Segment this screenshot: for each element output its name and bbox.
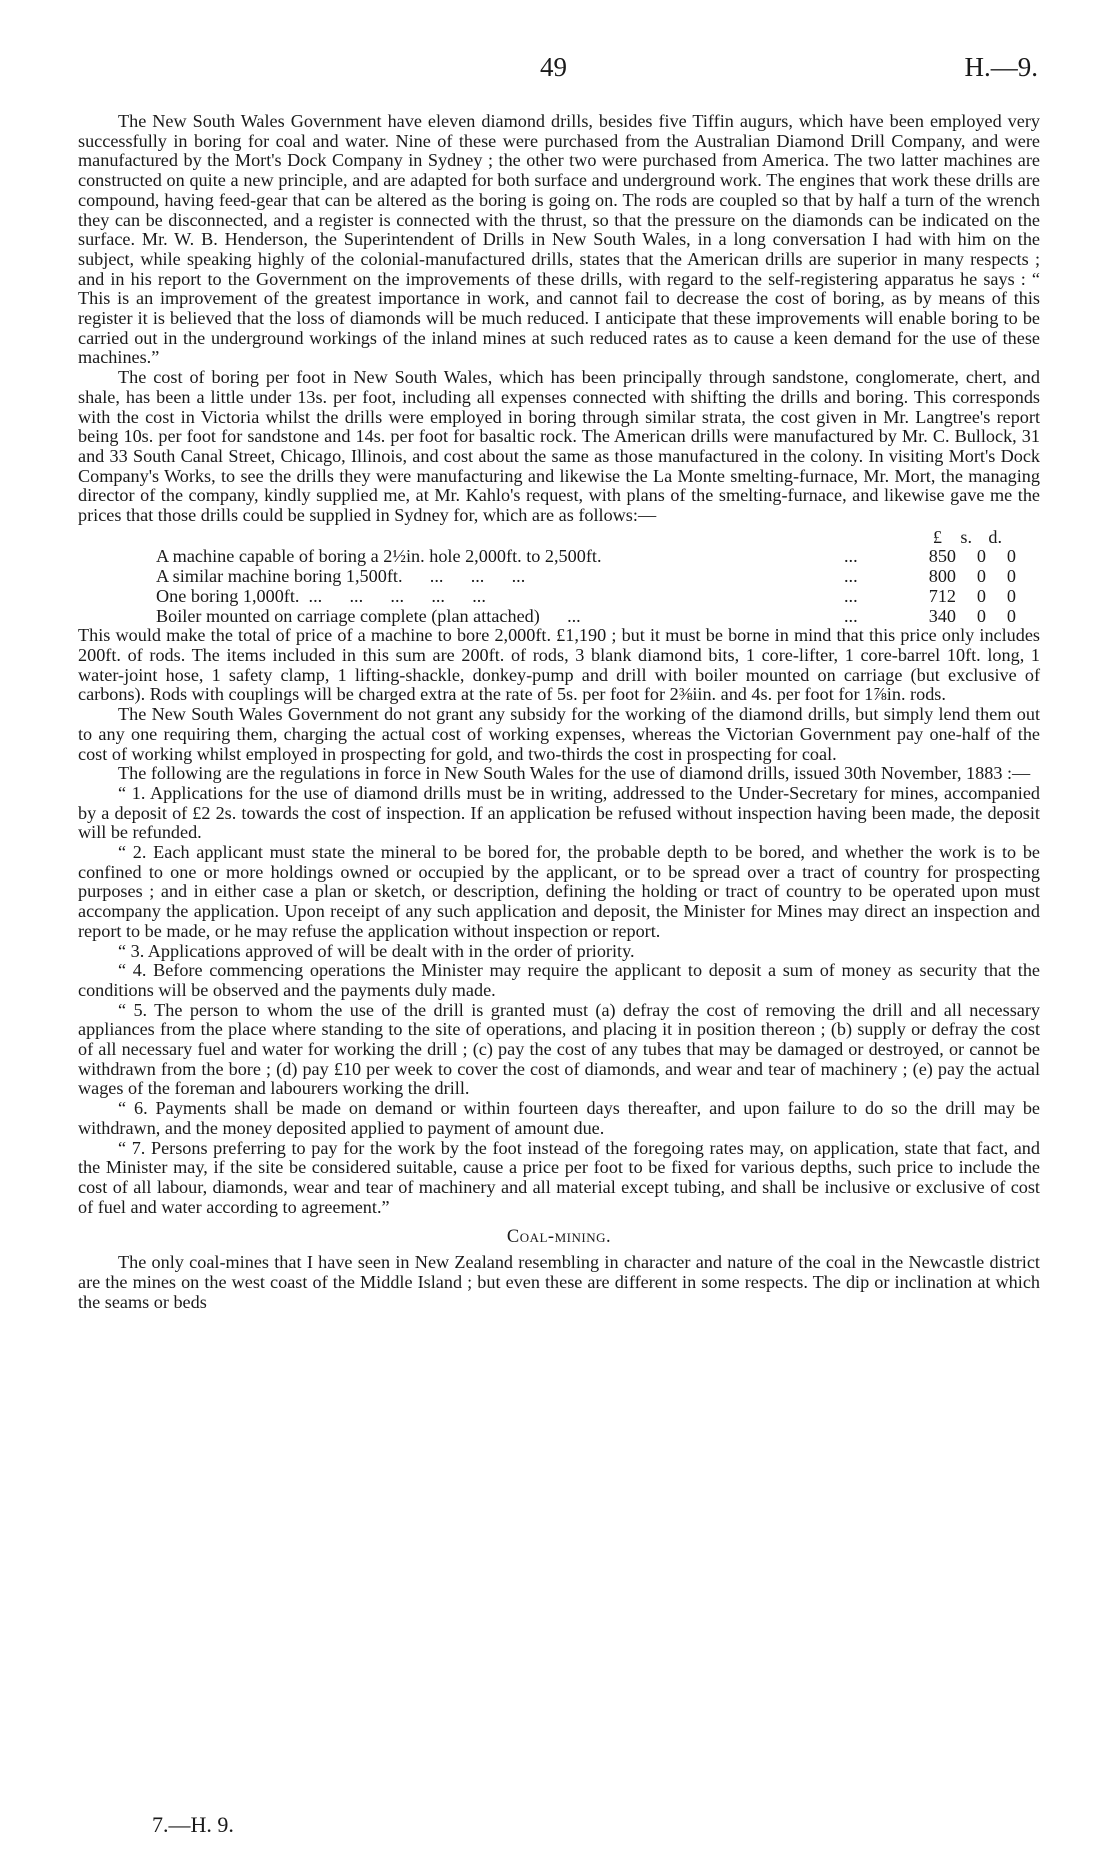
paragraph-diamond-drills: The New South Wales Government have eleven diamond drills, besides five Tiffin augurs, which have been employed very successfully in boring for coal and water. Nine of these were purchased from the Australian Diamond Drill Company, and were manufactured by the Mort's Dock Company in Sydney ; the other two were purchased from America. The two latter machines are constructed on quite a new principle, and are adapted for both surface and underground work. The engines that work these drills are compound, having feed-gear that can be altered as the boring is going on. The rods are coupled so that by half a turn of the wrench they can be disconnected, and a register is connected with the thrust, so that the pressure on the diamonds can be indicated on the surface. Mr. W. B. Henderson, the Superintendent of Drills in New South Wales, in a long conversation I had with him on the subject, while speaking highly of the colonial-manufactured drills, states that the American drills are superior in many respects ; and in his report to the Government on the improvements of these drills, with regard to the self-registering apparatus he says : “ This is an improvement of the greatest importance in work, and cannot fail to decrease the cost of boring, as by means of this register it is believed that the loss of diamonds will be much reduced. I anticipate that these improvements will enable boring to be carried out in the underground workings of the inland mines at such reduced rates as to cause a keen demand for the use of these machines.” xyxy=(78,111,1040,368)
page-body xyxy=(78,112,1040,1312)
page-header xyxy=(0,52,1114,92)
paragraph-coal-mines: The only coal-mines that I have seen in New Zealand resembling in character and nature of the coal in the Newcastle district are the mines on the west coast of the Middle Island ; but even these are different in some respects. The dip or inclination at which the seams or beds xyxy=(78,1252,1040,1312)
paragraph-boring-cost: The cost of boring per foot in New South Wales, which has been principally through sandstone, conglomerate, chert, and shale, has been a little under 13s. per foot, including all expenses connected with shifting the drills and boring. This corresponds with the cost in Victoria whilst the drills were employed in boring through similar strata, the cost given in Mr. Langtree's report being 10s. per foot for sandstone and 14s. per foot for basaltic rock. The American drills were manufactured by Mr. C. Bullock, 31 and 33 South Canal Street, Chicago, Illinois, and cost about the same as those manufactured in the colony. In visiting Mort's Dock Company's Works, to see the drills they were manufacturing and likewise the La Monte smelting-furnace, Mr. Mort, the managing director of the company, kindly supplied me, at Mr. Kahlo's request, with plans of the smelting-furnace, and likewise gave me the prices that those drills could be supplied in Sydney for, which are as follows:— xyxy=(78,367,1040,526)
page-number: 49 xyxy=(540,52,567,82)
price-row xyxy=(156,547,1016,567)
price-shillings: 0 xyxy=(976,585,986,606)
price-shillings: 0 xyxy=(976,546,986,567)
price-row xyxy=(156,567,1016,587)
price-pounds: 712 xyxy=(928,585,956,606)
paragraph-regulations-intro: The following are the regulations in force in New South Wales for the use of diamond drills, issued 30th November, 1883 :— xyxy=(118,763,1031,784)
price-item-description: A similar machine boring 1,500ft. ... ... ... xyxy=(156,566,526,587)
paragraph-government-subsidy: The New South Wales Government do not grant any subsidy for the working of the diamond drills, but simply lend them out to any one requiring them, charging the actual cost of working expenses, whereas the Victorian Government pay one-half of the cost of working whilst employed in prospecting for gold, and two-thirds the cost in prospecting for coal. xyxy=(78,704,1040,764)
price-pounds: 850 xyxy=(928,546,956,567)
price-table-header xyxy=(156,528,1016,548)
regulation-5: “ 5. The person to whom the use of the drill is granted must (a) defray the cost of removing the drill and all necessary appliances from the place where standing to the site of operations, and placing it in position thereon ; (b) supply or defray the cost of all necessary fuel and water for working the drill ; (c) pay the cost of any tubes that may be damaged or destroyed, or cannot be withdrawn from the bore ; (d) pay £10 per week to cover the cost of diamonds, and wear and tear of machinery ; (e) pay the actual wages of the foreman and labourers working the drill. xyxy=(78,999,1040,1099)
price-pence: 0 xyxy=(1006,566,1016,587)
price-item-description: A machine capable of boring a 2½in. hole 2,000ft. to 2,500ft. xyxy=(156,546,602,567)
leader-dots: ... xyxy=(844,585,858,606)
regulation-6: “ 6. Payments shall be made on demand or within fourteen days thereafter, and upon failure to do so the drill may be withdrawn, and the money deposited applied to payment of amount due. xyxy=(78,1098,1040,1138)
price-shillings: 0 xyxy=(976,605,986,626)
price-item-description: Boiler mounted on carriage complete (plan attached) ... xyxy=(156,605,581,626)
price-pounds: 800 xyxy=(928,566,956,587)
paragraph-machine-total: This would make the total of price of a machine to bore 2,000ft. £1,190 ; but it must be borne in mind that this price only includes 200ft. of rods. The items included in this sum are 200ft. of rods, 3 blank diamond bits, 1 core-lifter, 1 core-barrel 10ft. long, 1 water-joint hose, 1 safety clamp, 1 lifting-shackle, donkey-pump and drill with boiler mounted on carriage (but exclusive of carbons). Rods with couplings will be charged extra at the rate of 5s. per foot for 2⅜iin. and 4s. per foot for 1⅞in. rods. xyxy=(78,625,1040,705)
price-table xyxy=(156,528,1016,627)
price-row xyxy=(156,587,1016,607)
price-shillings: 0 xyxy=(976,566,986,587)
pounds-header: £ xyxy=(932,526,942,547)
regulation-1: “ 1. Applications for the use of diamond drills must be in writing, addressed to the Under-Secretary for mines, accompanied by a deposit of £2 2s. towards the cost of inspection. If an application be refused without inspection having been made, the deposit will be refunded. xyxy=(78,782,1040,843)
leader-dots: ... xyxy=(844,546,858,567)
regulation-2: “ 2. Each applicant must state the mineral to be bored for, the probable depth to be bored, and whether the work is to be confined to one or more holdings owned or occupied by the applicant, or to be spread over a tract of country for prospecting purposes ; and in either case a plan or sketch, or description, defining the holding or tract of country to be operated upon must accompany the application. Upon receipt of any such application and deposit, the Minister for Mines may direct an inspection and report to be made, or he may refuse the application without inspection or report. xyxy=(78,842,1040,941)
price-row xyxy=(156,607,1016,627)
regulation-3: “ 3. Applications approved of will be dealt with in the order of priority. xyxy=(118,940,635,961)
price-pence: 0 xyxy=(1006,546,1016,567)
section-heading-coal-mining: Coal-mining. xyxy=(506,1227,612,1248)
price-pence: 0 xyxy=(1006,585,1016,606)
leader-dots: ... xyxy=(844,566,858,587)
price-item-description: One boring 1,000ft. ... ... ... ... ... xyxy=(156,585,486,606)
shillings-header: s. xyxy=(960,526,972,547)
page-signature: 7.—H. 9. xyxy=(152,1812,234,1837)
pence-header: d. xyxy=(988,526,1002,547)
regulation-7: “ 7. Persons preferring to pay for the work by the foot instead of the foregoing rates may, on application, state that fact, and the Minister may, if the site be considered suitable, cause a price per foot to be fixed for various depths, such price to include the cost of all labour, diamonds, wear and tear of machinery and all material except tubing, and shall be inclusive or exclusive of cost of fuel and water according to agreement.” xyxy=(78,1137,1040,1217)
document-reference: H.—9. xyxy=(964,52,1038,82)
leader-dots: ... xyxy=(844,605,858,626)
regulation-4: “ 4. Before commencing operations the Minister may require the applicant to deposit a sum of money as security that the conditions will be observed and the payments duly made. xyxy=(78,960,1040,1000)
price-pence: 0 xyxy=(1006,605,1016,626)
price-pounds: 340 xyxy=(928,605,956,626)
